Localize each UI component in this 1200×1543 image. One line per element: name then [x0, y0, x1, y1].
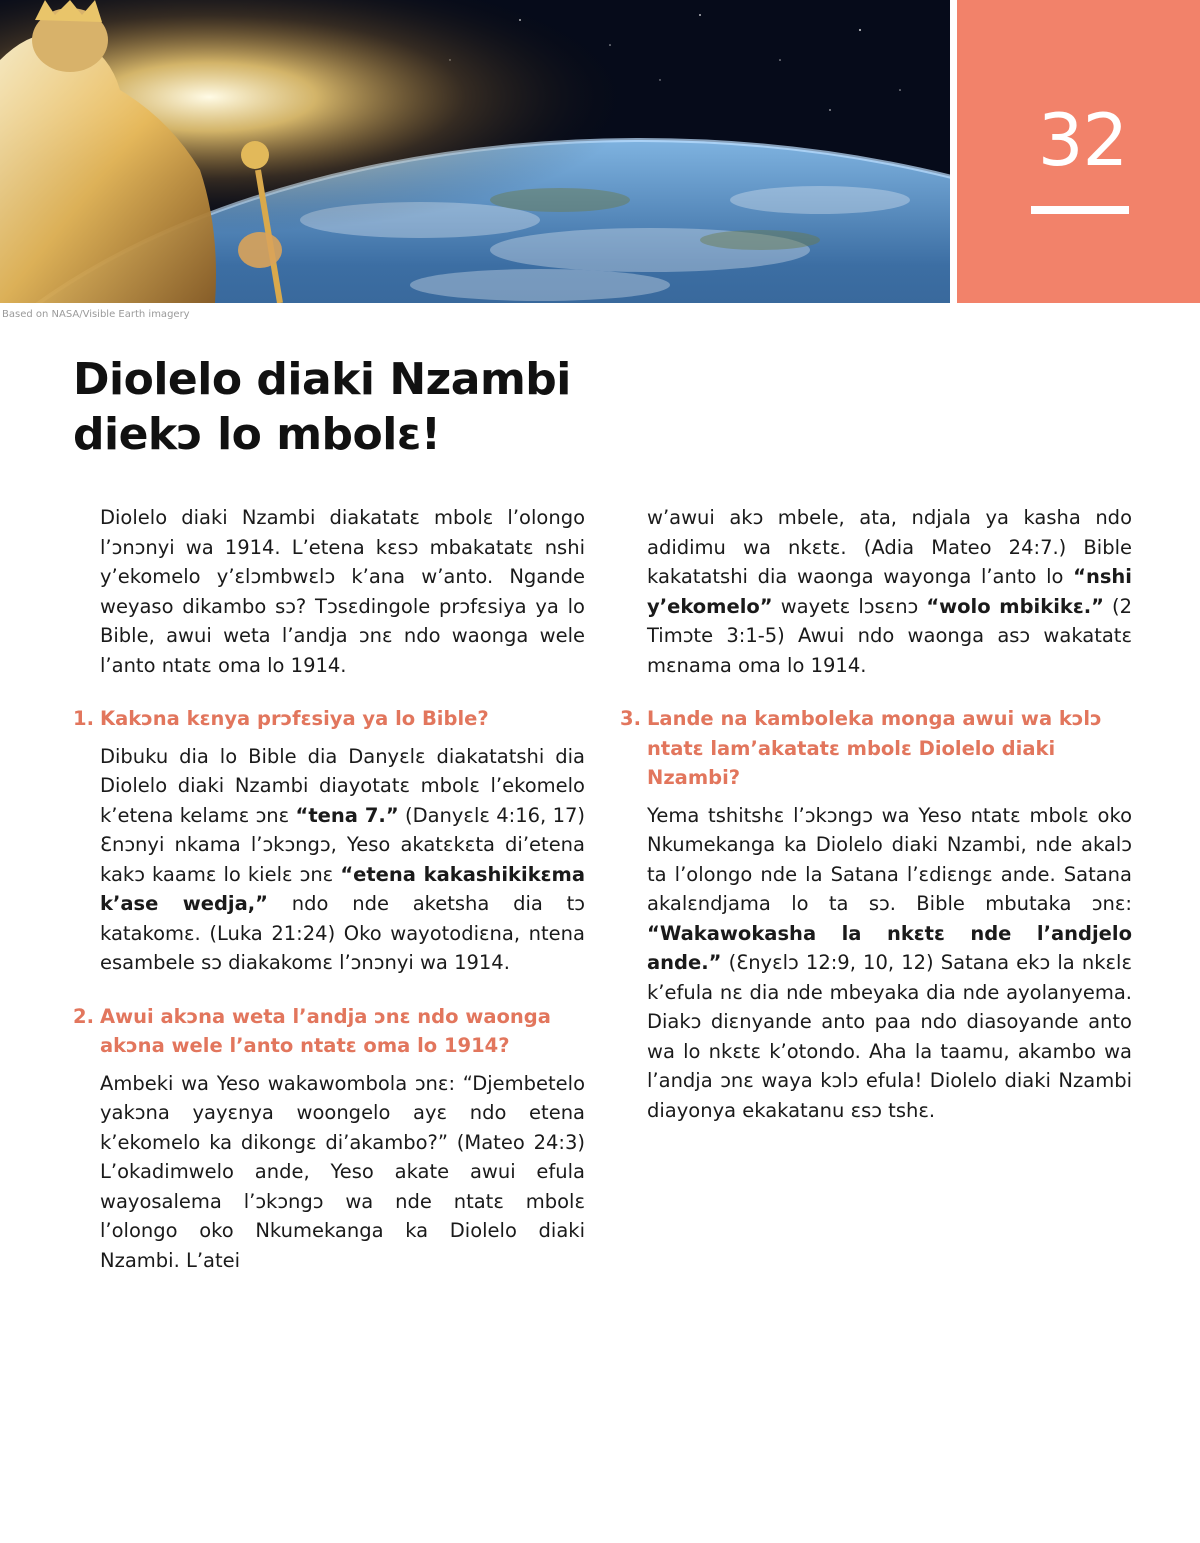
question-3-number: 3.: [620, 707, 641, 730]
answer-1-bold-b: “etena kakashikikɛma k’ase wedja,”: [100, 862, 585, 915]
answer-1-text-c: ndo nde aketsha dia tɔ katakomɛ. (Luka 21:24) Oko wayotodiɛna, ntena esambele sɔ diakakomɛ l’ɔnɔnyi wa 1914.: [100, 892, 586, 974]
page-title: [73, 352, 773, 462]
question-2: [73, 1002, 585, 1061]
chapter-rule-divider: [1031, 206, 1129, 214]
image-credit: Based on NASA/Visible Earth imagery: [2, 309, 190, 320]
question-2-text: Awui akɔna weta l’andja ɔnɛ ndo waonga akɔna wele l’anto ntatɛ oma lo 1914?: [100, 1004, 551, 1057]
chapter-number: 32: [1037, 98, 1128, 182]
answer-3-bold: “Wakawokasha la nkɛtɛ nde l’andjelo ande.”: [647, 921, 1132, 974]
banner-image: [0, 0, 950, 303]
right-column: [620, 503, 1132, 1125]
question-1-text: Kakɔna kɛnya prɔfɛsiya ya lo Bible?: [100, 707, 489, 730]
question-3: [620, 704, 1132, 793]
page-title-line-2: diekɔ lo mbolɛ!: [73, 409, 441, 460]
chapter-number-box: [957, 0, 1200, 303]
answer-1-bold-a: “tena 7.”: [295, 803, 399, 827]
answer-2-bold-a: “nshi y’ekomelo”: [647, 565, 1132, 618]
answer-2-text-d: (2 Timɔte 3:1-5) Awui ndo waonga asɔ wakatatɛ mɛnama oma lo 1914.: [647, 594, 1132, 677]
question-1: [73, 704, 585, 734]
answer-1-paragraph: [100, 742, 585, 978]
answer-2-continued-paragraph: [647, 503, 1132, 680]
answer-2-text-b: w’awui akɔ mbele, ata, ndjala ya kasha ndo adidimu wa nkɛtɛ. (Adia Mateo 24:7.) Bible kakatatshi dia waonga wayonga l’anto lo: [647, 506, 1132, 588]
question-3-text: Lande na kamboleka monga awui wa kɔlɔ ntatɛ lam’akatatɛ mbolɛ Diolelo diaki Nzambi?: [647, 707, 1102, 789]
earth-and-king-illustration: [0, 0, 950, 303]
answer-3-text-a: Yema tshitshɛ l’ɔkɔngɔ wa Yeso ntatɛ mbolɛ oko Nkumekanga ka Diolelo diaki Nzambi, nde akalɔ ta l’olongo nde la Satana l’ɛdiɛngɛ ande. Satana akalɛndjama lo ta sɔ. Bible mbutaka ɔnɛ:: [647, 803, 1132, 915]
answer-2-paragraph: [100, 1069, 585, 1276]
answer-3-text-b: (Ɛnyɛlɔ 12:9, 10, 12) Satana ekɔ la nkɛlɛ k’efula nɛ dia nde mbeyaka dia nde ayolanyema. Diakɔ diɛnyande anto paa ndo diasoyande anto wa lo nkɛtɛ k’otondo. Aha la taamu, akambo wa l’andja ɔnɛ waya kɔlɔ efula! Diolelo diaki Nzambi diayonya ekakatanu ɛsɔ tshɛ.: [647, 951, 1132, 1122]
page-title-line-1: Diolelo diaki Nzambi: [73, 354, 571, 405]
left-column: [73, 503, 585, 1275]
answer-1-text-b: (Danyɛlɛ 4:16, 17) Ɛnɔnyi nkama l’ɔkɔngɔ, Yeso akatɛkɛta di’etena kakɔ kaamɛ lo kielɛ ɔnɛ: [100, 803, 585, 886]
question-1-number: 1.: [73, 707, 94, 730]
answer-2-text-c: wayetɛ lɔsɛnɔ: [772, 594, 927, 618]
answer-2-text-a: Ambeki wa Yeso wakawombola ɔnɛ: “Djembetelo yakɔna yayɛnya woongelo ayɛ ndo etena k’ekomelo ka dikongɛ di’akambo?” (Mateo 24:3) L’okadimwelo ande, Yeso akate awui efula wayosalema l’ɔkɔngɔ wa nde ntatɛ mbolɛ l’olongo oko Nkumekanga ka Diolelo diaki Nzambi. L’atei: [100, 1071, 585, 1272]
answer-1-text-a: Dibuku dia lo Bible dia Danyɛlɛ diakatatshi dia Diolelo diaki Nzambi diayotatɛ mbolɛ l’ekomelo k’etena kelamɛ ɔnɛ: [100, 744, 585, 827]
answer-3-paragraph: [647, 801, 1132, 1126]
intro-paragraph: Diolelo diaki Nzambi diakatatɛ mbolɛ l’olongo l’ɔnɔnyi wa 1914. L’etena kɛsɔ mbakatatɛ nshi y’ekomelo y’ɛlɔmbwɛlɔ k’ana w’anto. Ngande weyaso dikambo sɔ? Tɔsɛdingole prɔfɛsiya ya lo Bible, awui weta l’andja ɔnɛ ndo waonga wele l’anto ntatɛ oma lo 1914.: [100, 506, 585, 677]
question-2-number: 2.: [73, 1004, 94, 1028]
answer-2-bold-b: “wolo mbikikɛ.”: [926, 594, 1104, 618]
